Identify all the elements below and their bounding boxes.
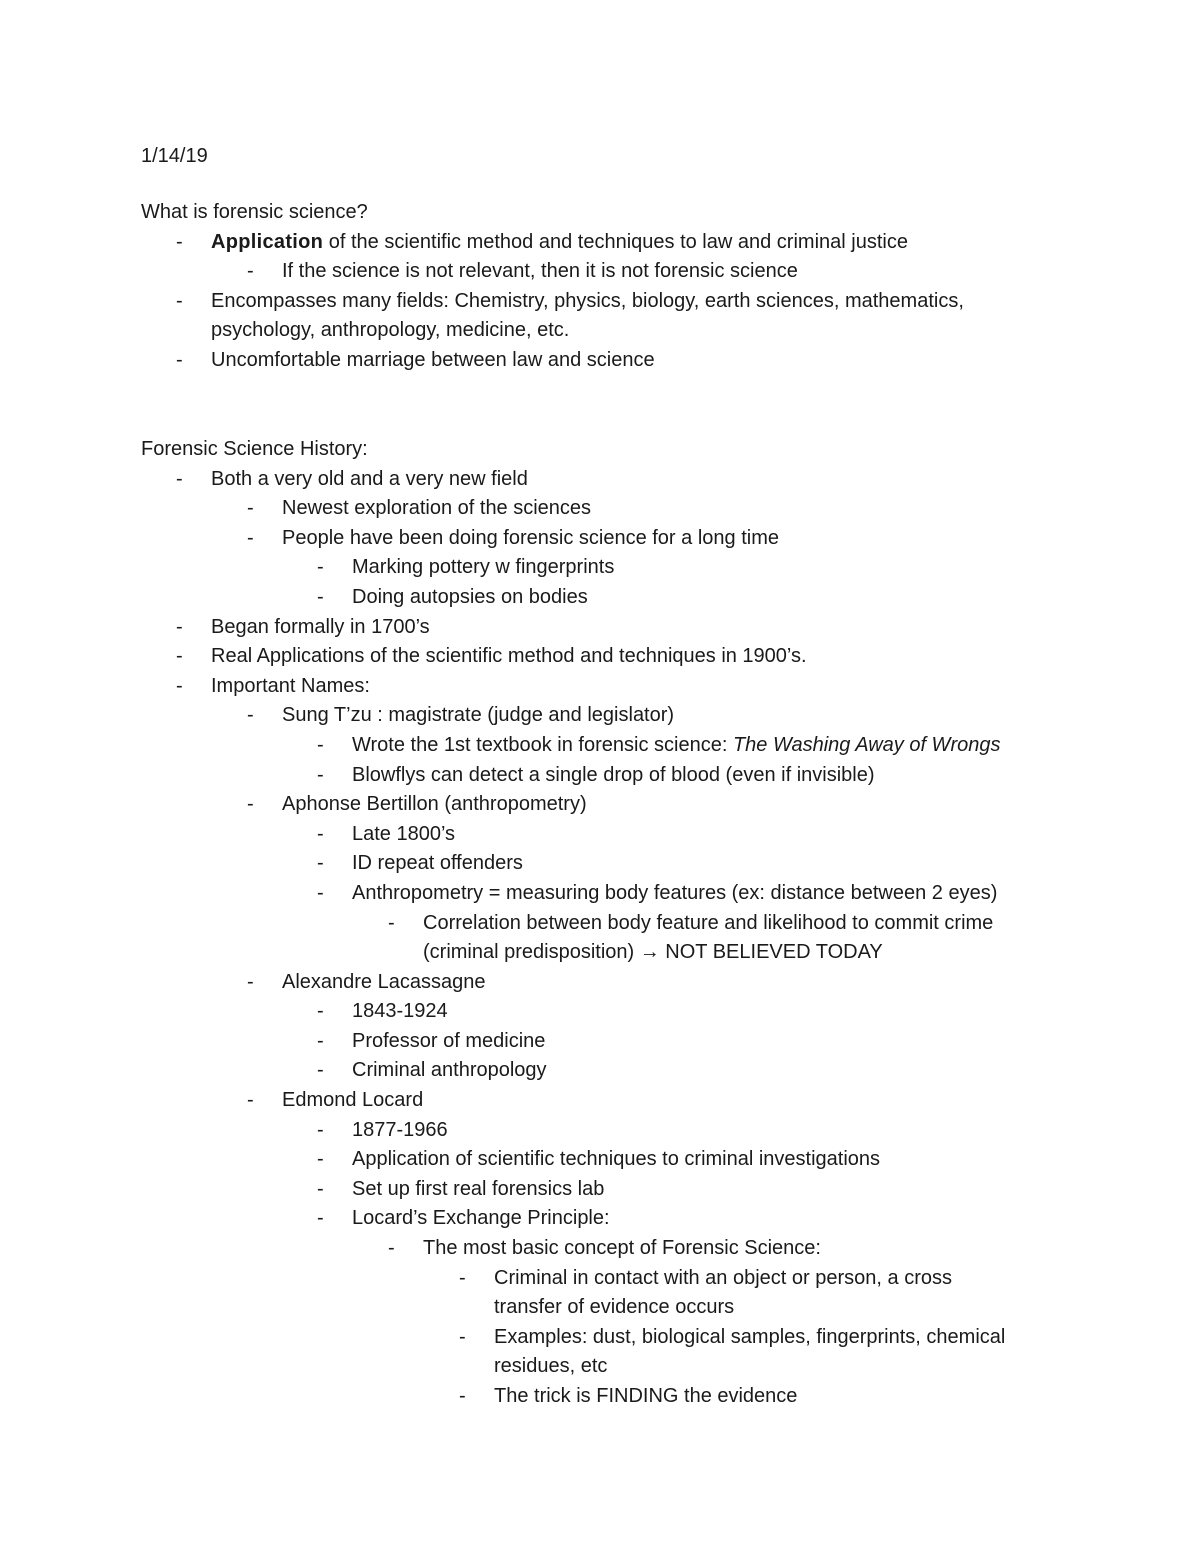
list-item: [141, 1382, 1101, 1412]
list-item-text: Doing autopsies on bodies: [352, 585, 588, 608]
bullet-dash: -: [317, 1207, 324, 1230]
bullet-dash: -: [247, 970, 254, 993]
list-item-text: Locard’s Exchange Principle:: [352, 1207, 610, 1230]
list-item-text: Professor of medicine: [352, 1029, 546, 1052]
list-item-text: Aphonse Bertillon (anthropometry): [282, 793, 587, 816]
bullet-dash: -: [317, 1148, 324, 1171]
list-item-text: Real Applications of the scientific method and techniques in 1900’s.: [211, 645, 807, 668]
bullet-dash: -: [317, 881, 324, 904]
bullet-dash: -: [176, 645, 183, 668]
list-item: [141, 1027, 1101, 1057]
list-item: [141, 968, 1101, 998]
list-item: [141, 849, 1101, 879]
list-item-text: Blowflys can detect a single drop of blood (even if invisible): [352, 763, 875, 786]
list-item-text: Correlation between body feature and likelihood to commit crime (criminal predisposition) → NOT BELIEVED TODAY: [423, 911, 994, 964]
list-item: [141, 761, 1101, 791]
list-item: [141, 583, 1101, 613]
list-item-text: Wrote the 1st textbook in forensic science:: [352, 733, 733, 756]
list-item: [141, 494, 1101, 524]
bullet-dash: -: [176, 348, 183, 371]
list-item-text: Application of scientific techniques to criminal investigations: [352, 1148, 881, 1171]
list-item-text: If the science is not relevant, then it is not forensic science: [282, 260, 798, 283]
list-item: [141, 1145, 1101, 1175]
section-heading: Forensic Science History:: [141, 438, 368, 460]
list-item-text: 1877-1966: [352, 1118, 448, 1141]
list-item: [141, 346, 1101, 376]
list-item-text: Anthropometry = measuring body features (ex: distance between 2 eyes): [352, 881, 998, 904]
list-item: [141, 1204, 1101, 1234]
bullet-dash: -: [247, 793, 254, 816]
bullet-dash: -: [176, 467, 183, 490]
bullet-dash: -: [317, 763, 324, 786]
list-item: [141, 1234, 1101, 1264]
bullet-dash: -: [247, 1089, 254, 1112]
list-item: [141, 1323, 1101, 1382]
list-item: [141, 287, 1101, 346]
bullet-dash: -: [247, 704, 254, 727]
bullet-dash: -: [459, 1325, 466, 1348]
bullet-dash: -: [317, 1000, 324, 1023]
list-item-text: Both a very old and a very new field: [211, 467, 528, 490]
bullet-dash: -: [317, 822, 324, 845]
bullet-dash: -: [176, 230, 183, 253]
list-item-text: Set up first real forensics lab: [352, 1177, 605, 1200]
list-item: [141, 879, 1101, 909]
list-item: [141, 997, 1101, 1027]
bullet-dash: -: [388, 1237, 395, 1260]
bullet-dash: -: [247, 497, 254, 520]
list-item-text: Began formally in 1700’s: [211, 615, 430, 638]
list-item-text: Newest exploration of the sciences: [282, 497, 592, 520]
list-item: [141, 257, 1101, 287]
bullet-dash: -: [459, 1385, 466, 1407]
section-heading: What is forensic science?: [141, 201, 368, 223]
list-item: [141, 731, 1101, 761]
list-item-text: The most basic concept of Forensic Science:: [423, 1237, 821, 1260]
list-item: [141, 1264, 1101, 1323]
list-item: [141, 1116, 1101, 1146]
bullet-dash: -: [317, 1177, 324, 1200]
list-item-text: ID repeat offenders: [352, 852, 523, 875]
list-item-text: Examples: dust, biological samples, fingerprints, chemical residues, etc: [494, 1325, 1006, 1378]
list-item-text: Criminal anthropology: [352, 1059, 547, 1082]
bullet-dash: -: [388, 911, 395, 934]
bullet-dash: -: [317, 556, 324, 579]
list-item-text: Uncomfortable marriage between law and science: [211, 348, 655, 371]
list-item-text: Late 1800’s: [352, 822, 456, 845]
list-item: [141, 701, 1101, 731]
list-item-text: of the scientific method and techniques to law and criminal justice: [323, 230, 908, 253]
section-what-is-forensic-science: [141, 198, 1101, 376]
list-item: [141, 820, 1101, 850]
bold-term: Application: [211, 230, 324, 253]
list-item: [141, 613, 1101, 643]
bullet-dash: -: [459, 1266, 466, 1289]
list-item-text: People have been doing forensic science for a long time: [282, 526, 779, 549]
bullet-dash: -: [317, 1029, 324, 1052]
list-item: [141, 1175, 1101, 1205]
list-item-text: Edmond Locard: [282, 1089, 424, 1112]
bullet-dash: -: [317, 1059, 324, 1082]
list-item: [141, 553, 1101, 583]
list-item-text: Marking pottery w fingerprints: [352, 556, 615, 579]
list-item-text: Encompasses many fields: Chemistry, physics, biology, earth sciences, mathematics, psychology, anthropology, medicine, etc.: [211, 289, 964, 342]
list-item: [141, 790, 1101, 820]
list-item: [141, 465, 1101, 495]
list-item: [141, 672, 1101, 702]
bullet-dash: -: [176, 615, 183, 638]
book-title: The Washing Away of Wrongs: [732, 733, 1001, 756]
bullet-dash: -: [317, 585, 324, 608]
bullet-dash: -: [317, 733, 324, 756]
bullet-dash: -: [247, 260, 254, 283]
note-date: 1/14/19: [141, 145, 208, 167]
list-item: [141, 228, 1101, 258]
list-item-text: Important Names:: [211, 674, 370, 697]
list-item: [141, 1086, 1101, 1116]
section-forensic-science-history: [141, 435, 1101, 1412]
list-item-text: 1843-1924: [352, 1000, 448, 1023]
list-item: [141, 1056, 1101, 1086]
list-item-text: The trick is FINDING the evidence: [494, 1385, 798, 1407]
bullet-dash: -: [317, 852, 324, 875]
list-item: [141, 642, 1101, 672]
bullet-dash: -: [176, 674, 183, 697]
list-item: [141, 524, 1101, 554]
list-item-text: Alexandre Lacassagne: [282, 970, 486, 993]
bullet-dash: -: [247, 526, 254, 549]
bullet-dash: -: [317, 1118, 324, 1141]
list-item-text: Sung T’zu : magistrate (judge and legislator): [282, 704, 675, 727]
bullet-dash: -: [176, 289, 183, 312]
list-item: [141, 909, 1101, 968]
list-item-text: Criminal in contact with an object or person, a cross transfer of evidence occurs: [494, 1266, 952, 1319]
